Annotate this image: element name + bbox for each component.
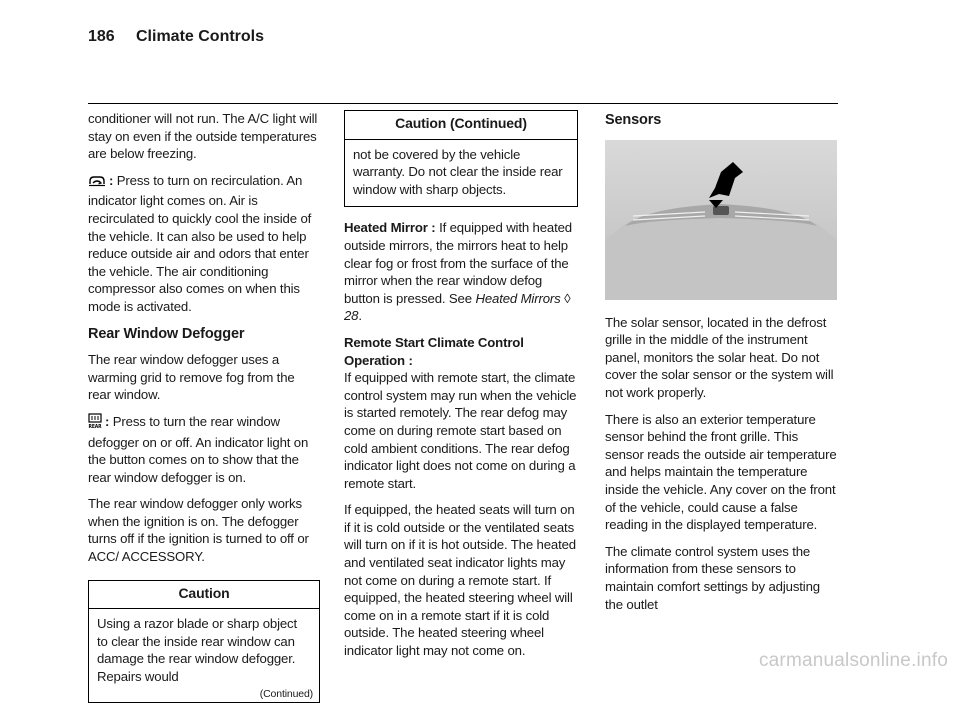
caution-body: not be covered by the vehicle warranty. Do not clear the inside rear window with sharp objects. <box>353 146 563 197</box>
svg-text:REAR: REAR <box>88 423 102 429</box>
paragraph: The rear window defogger only works when the ignition is on. The defogger turns off if the ignition is turned to off or ACC/ ACCESSORY. <box>88 496 309 565</box>
page-reference-number[interactable]: 28 <box>344 308 359 324</box>
recirculation-text: Press to turn on recirculation. An indicator light comes on. Air is recirculated to quickly cool the inside of the vehicle. It can also be used to help reduce outside air and odors that enter the vehicle. The air conditioning compressor also comes on when this mode is activated. <box>88 172 312 314</box>
page-header <box>88 20 838 50</box>
remote-start-text: If equipped with remote start, the climate control system may run when the vehicle is started remotely. The rear defog may come on during remote start based on cold ambient conditions. The rear defog indicator light does not come on during a remote start. <box>344 370 577 491</box>
paragraph: If equipped, the heated seats will turn on if it is cold outside or the ventilated seats will turn on if it is hot outside. The heated and ventilated seat indicator lights may not come on during a remote start. If equipped, the heated steering wheel will come on in a remote start if it is cold outside. The heated steering wheel indicator light may not come on. <box>344 502 576 659</box>
paragraph: conditioner will not run. The A/C light will stay on even if the outside temperatures are below freezing. <box>88 111 318 162</box>
recirculation-paragraph <box>88 172 320 316</box>
caution-title: Caution (Continued) <box>345 111 577 140</box>
paragraph: The rear window defogger uses a warming grid to remove fog from the rear window. <box>88 352 295 403</box>
solar-sensor-photo <box>605 140 837 300</box>
caution-box <box>88 580 320 703</box>
header-rule <box>88 103 838 104</box>
caution-box-continued <box>344 110 578 207</box>
rear-defog-colon: : <box>105 413 110 429</box>
remote-start-paragraph <box>344 334 578 492</box>
section-heading: Rear Window Defogger <box>88 325 245 342</box>
rear-defog-icon <box>88 413 102 434</box>
period: . <box>358 308 362 324</box>
column-3 <box>605 110 837 622</box>
paragraph: There is also an exterior temperature sensor behind the front grille. This sensor reads the outside air temperature and helps maintain the temperature inside the vehicle. Any cover on the front of the vehicle, could cause a false reading in the displayed temperature. <box>605 411 837 533</box>
rear-defog-paragraph <box>88 413 320 486</box>
recirculation-colon: : <box>109 172 114 188</box>
paragraph: The solar sensor, located in the defrost grille in the middle of the instrument panel, monitors the solar heat. Do not cover the solar sensor or the system will not work properly. <box>605 314 834 400</box>
paragraph: The climate control system uses the information from these sensors to maintain comfort settings by adjusting the outlet <box>605 543 820 612</box>
column-2 <box>344 110 578 669</box>
caution-title: Caution <box>89 581 319 610</box>
section-heading: Sensors <box>605 112 662 128</box>
heated-mirrors-link[interactable]: Heated Mirrors <box>475 290 561 306</box>
heated-mirror-paragraph <box>344 219 578 325</box>
caution-continued-label: (Continued) <box>259 687 313 700</box>
heated-mirror-text: If equipped with heated outside mirrors, the mirrors heat to help clear fog or frost from the surface of the mirror when the rear window defog button is pressed. See <box>344 220 572 306</box>
caution-body: Using a razor blade or sharp object to clear the inside rear window can damage the rear window defogger. Repairs would <box>97 616 297 685</box>
heated-mirror-label: Heated Mirror : <box>344 220 436 236</box>
column-1 <box>88 110 320 703</box>
watermark: carmanualsonline.info <box>758 650 948 671</box>
page-reference-icon: ◊ <box>564 290 571 306</box>
recirculation-icon <box>88 174 106 193</box>
section-title: Climate Controls <box>136 28 265 45</box>
remote-start-label: Remote Start Climate Control Operation : <box>344 334 524 368</box>
rear-defog-text: Press to turn the rear window defogger on or off. An indicator light on the button comes on to show that the rear window defogger is on. <box>88 413 309 485</box>
page-number: 186 <box>88 28 115 45</box>
